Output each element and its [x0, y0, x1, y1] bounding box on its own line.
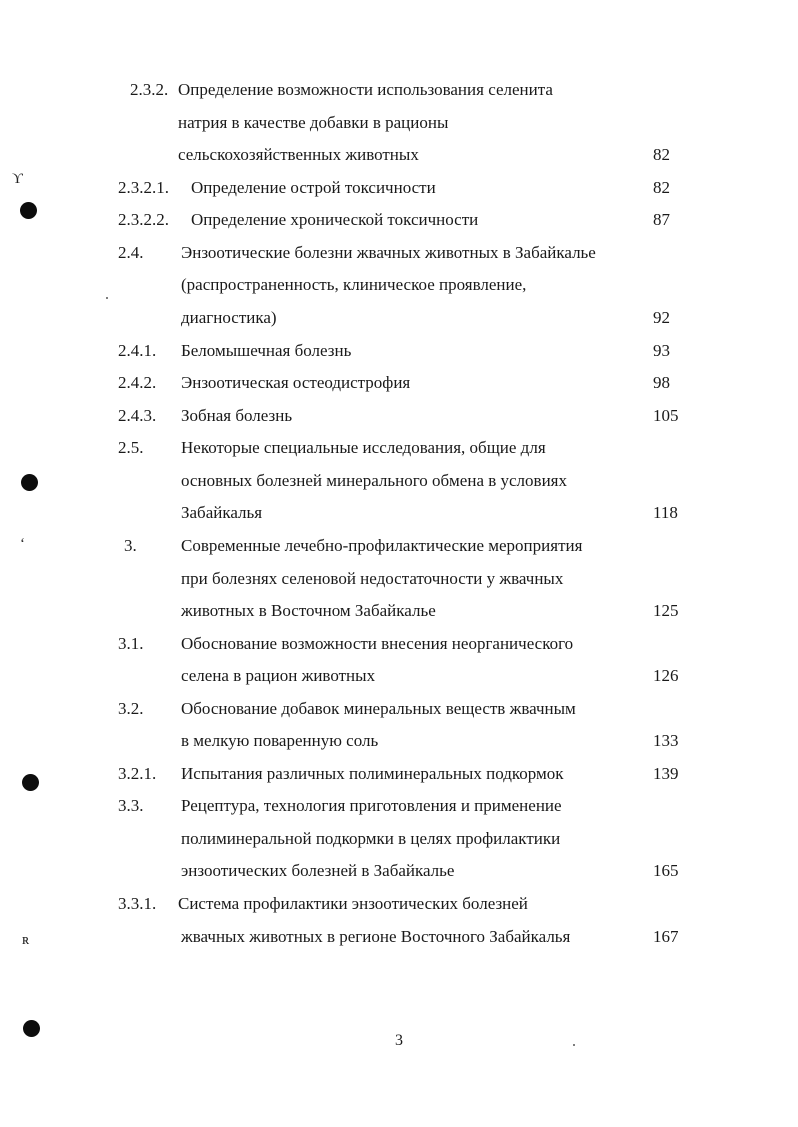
toc-entry-title-line: диагностика) — [181, 308, 277, 327]
toc-entry-title-line: Обоснование возможности внесения неорганического — [181, 634, 574, 653]
toc-entry-page: 125 — [653, 601, 679, 620]
toc-entry-number: 2.3.2. — [130, 80, 169, 99]
toc-entry-title-line: Некоторые специальные исследования, общие для — [181, 438, 546, 457]
toc-entry-page: 92 — [653, 308, 670, 327]
toc-entry-title-line: натрия в качестве добавки в рационы — [178, 113, 449, 132]
toc-entry-page: 165 — [653, 861, 679, 880]
toc-entry-title-line: Энзоотическая остеодистрофия — [181, 373, 411, 392]
toc-entry-page: 118 — [653, 503, 678, 522]
toc-entry-page: 82 — [653, 178, 670, 197]
toc-entry-number: 2.4. — [118, 243, 144, 262]
page-number: 3 — [395, 1032, 403, 1049]
binder-hole — [20, 202, 37, 219]
toc-entry-title-line: жвачных животных в регионе Восточного Забайкалья — [181, 927, 571, 946]
toc-entry-title-line: Обоснование добавок минеральных веществ жвачным — [181, 699, 576, 718]
toc-entry-page: 105 — [653, 406, 679, 425]
toc-entry-title-line: при болезнях селеновой недостаточности у жвачных — [181, 569, 564, 588]
binder-hole — [22, 774, 39, 791]
toc-entry-page: 139 — [653, 764, 679, 783]
toc-entry-number: 2.4.2. — [118, 373, 157, 392]
toc-entry-number: 2.4.1. — [118, 341, 157, 360]
toc-entry-title-line: Определение возможности использования селенита — [178, 80, 553, 99]
toc-entry-page: 98 — [653, 373, 670, 392]
toc-entry-number: 3.1. — [118, 634, 144, 653]
toc-entry-number: 2.3.2.2. — [118, 210, 169, 229]
toc-entry-title-line: энзоотических болезней в Забайкалье — [181, 861, 455, 880]
toc-entry-number: 2.4.3. — [118, 406, 157, 425]
toc-entry-title-line: Современные лечебно-профилактические мероприятия — [181, 536, 583, 555]
toc-entry-number: 3. — [124, 536, 137, 555]
toc-entry-page: 133 — [653, 731, 679, 750]
toc-entry-title-line: полиминеральной подкормки в целях профилактики — [181, 829, 561, 848]
toc-entry-title-line: Зобная болезнь — [181, 406, 293, 425]
toc-entry-number: 3.3. — [118, 796, 144, 815]
toc-entry-title-line: основных болезней минерального обмена в условиях — [181, 471, 567, 490]
toc-entry-title-line: Испытания различных полиминеральных подкормок — [181, 764, 564, 783]
toc-entry-number: 3.2.1. — [118, 764, 157, 783]
toc-entry-title-line: селена в рацион животных — [181, 666, 376, 685]
toc-entry-number: 3.2. — [118, 699, 144, 718]
toc-entry-title-line: Энзоотические болезни жвачных животных в Забайкалье — [181, 243, 596, 262]
toc-entry-page: 167 — [653, 927, 679, 946]
toc-entry-title-line: Рецептура, технология приготовления и применение — [181, 796, 562, 815]
toc-entry-page: 82 — [653, 145, 670, 164]
toc-entry-title-line: (распространенность, клиническое проявление, — [181, 275, 527, 294]
scan-speck — [106, 297, 108, 299]
scan-mark-icon: ʻ — [20, 536, 25, 552]
toc-entry-title-line: Определение острой токсичности — [191, 178, 436, 197]
toc-entry-number: 2.3.2.1. — [118, 178, 169, 197]
toc-entry-title-line: Определение хронической токсичности — [191, 210, 479, 229]
toc-entry-title-line: животных в Восточном Забайкалье — [181, 601, 436, 620]
toc-entry-title-line: Беломышечная болезнь — [181, 341, 352, 360]
scan-mark-icon: ʀ — [22, 932, 30, 948]
toc-entry-number: 2.5. — [118, 438, 144, 457]
toc-entry-page: 87 — [653, 210, 670, 229]
toc-entry-title-line: в мелкую поваренную соль — [181, 731, 379, 750]
toc-entry-number: 3.3.1. — [118, 894, 157, 913]
toc-entry-page: 93 — [653, 341, 670, 360]
binder-hole — [21, 474, 38, 491]
toc-entry-title-line: сельскохозяйственных животных — [178, 145, 419, 164]
toc-entry-title-line: Система профилактики энзоотических болезней — [178, 894, 528, 913]
scan-mark-icon: ϒ — [12, 171, 23, 187]
toc-entry-title-line: Забайкалья — [181, 503, 263, 522]
toc-entry-page: 126 — [653, 666, 679, 685]
